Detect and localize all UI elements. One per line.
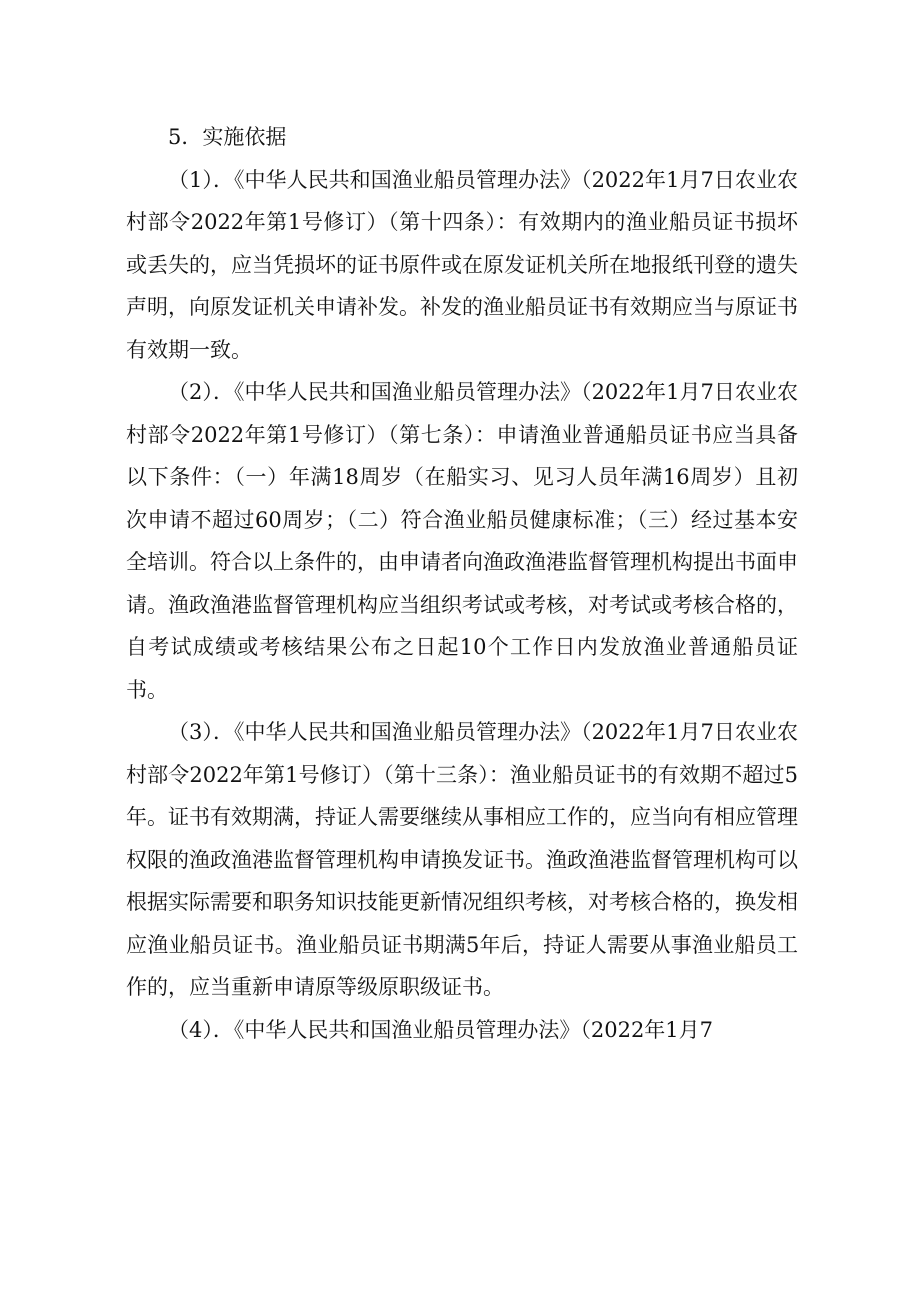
section-heading: 5．实施依据	[168, 125, 287, 149]
paragraph-article-14: （1）．《中华人民共和国渔业船员管理办法》（2022年1月7日农业农村部令2022年第1号修订）（第十四条）：有效期内的渔业船员证书损坏或丢失的，应当凭损坏的证书原件或在原发证机关所在地报纸刊登的遗失声明，向原发证机关申请补发。补发的渔业船员证书有效期应当与原证书有效期一致。	[126, 167, 798, 362]
paragraph-article-13: （3）．《中华人民共和国渔业船员管理办法》（2022年1月7日农业农村部令2022年第1号修订）（第十三条）：渔业船员证书的有效期不超过5年。证书有效期满，持证人需要继续从事相应工作的，应当向有相应管理权限的渔政渔港监督管理机构申请换发证书。渔政渔港监督管理机构可以根据实际需要和职务知识技能更新情况组织考核，对考核合格的，换发相应渔业船员证书。渔业船员证书期满5年后，持证人需要从事渔业船员工作的，应当重新申请原等级原职级证书。	[126, 720, 798, 999]
paragraph-item-4: （4）．《中华人民共和国渔业船员管理办法》（2022年1月7	[168, 1017, 714, 1042]
paragraph-article-7: （2）．《中华人民共和国渔业船员管理办法》（2022年1月7日农业农村部令2022年第1号修订）（第七条）：申请渔业普通船员证书应当具备以下条件：（一）年满18周岁（在船实习、见习人员年满16周岁）且初次申请不超过60周岁；（二）符合渔业船员健康标准；（三）经过基本安全培训。符合以上条件的，由申请者向渔政渔港监督管理机构提出书面申请。渔政渔港监督管理机构应当组织考试或考核，对考试或考核合格的，自考试成绩或考核结果公布之日起10个工作日内发放渔业普通船员证书。	[126, 380, 798, 702]
document-body	[126, 116, 798, 1051]
